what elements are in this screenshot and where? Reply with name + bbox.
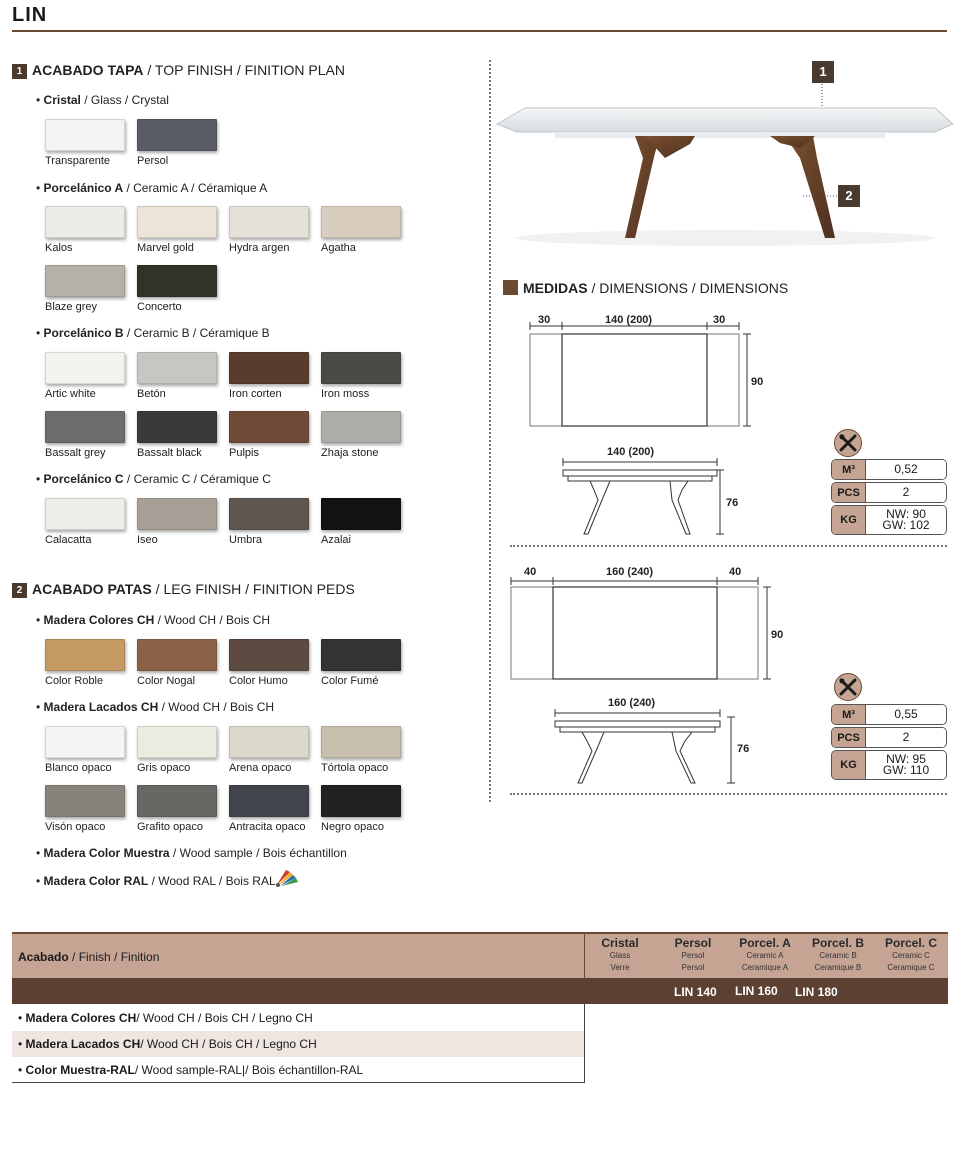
column-label: Porcel. A	[739, 936, 791, 950]
swatch-label: Zhaja stone	[321, 447, 379, 459]
swatch-label: Iron corten	[229, 388, 282, 400]
spec-value: 2	[866, 728, 946, 747]
swatch-hydra-argen	[229, 206, 309, 238]
swatch-label: Bassalt black	[137, 447, 202, 459]
swatch-label: Artic white	[45, 388, 96, 400]
tools-icon	[834, 673, 862, 701]
swatch-gris-opaco	[137, 726, 217, 758]
swatch-zhaja-stone	[321, 411, 401, 443]
swatch-label: Tórtola opaco	[321, 762, 389, 774]
swatch-concerto	[137, 265, 217, 297]
subhead-rest: / Ceramic A / Céramique A	[123, 181, 268, 195]
dim-height: 76	[737, 743, 750, 755]
swatch-kalos	[45, 206, 125, 238]
spec-key: PCS	[832, 728, 866, 747]
swatch-label: Color Roble	[45, 675, 104, 687]
column-label: Ceramic C	[892, 951, 930, 960]
swatch-iron-moss	[321, 352, 401, 384]
subhead-bold: Madera Lacados CH	[43, 700, 159, 714]
dimensions-heading	[503, 280, 788, 296]
swatch-label: Kalos	[45, 242, 73, 254]
swatch-label: Gris opaco	[137, 762, 191, 774]
row-bold: Madera Lacados CH	[25, 1037, 141, 1051]
dim-side-width: 140 (200)	[607, 446, 655, 458]
swatch-label: Arena opaco	[229, 762, 292, 774]
swatch-pulpis	[229, 411, 309, 443]
plan-view-140	[525, 318, 760, 430]
page-title: LIN	[12, 4, 48, 26]
spec-key: PCS	[832, 483, 866, 502]
row-rest: / Wood CH / Bois CH / Legno CH	[140, 1037, 317, 1051]
photo-marker-1: 1	[812, 61, 834, 83]
swatch-negro-opaco	[321, 785, 401, 817]
section-number: 2	[12, 583, 27, 598]
table-title-bold: Acabado	[18, 950, 69, 964]
swatch-blanco-opaco	[45, 726, 125, 758]
spec-key: KG	[832, 751, 866, 779]
spec-volume	[831, 459, 947, 480]
swatch-label: Persol	[137, 155, 169, 167]
spec-nw: NW: 95	[886, 752, 926, 766]
subhead-porcelanico-a: • Porcelánico A / Ceramic A / Céramique A	[36, 181, 268, 195]
spec-key: M³	[832, 705, 866, 724]
ral-fan-icon	[272, 866, 300, 888]
swatch-t-rtola-opaco	[321, 726, 401, 758]
swatch-label: Visón opaco	[45, 821, 106, 833]
column-label: Persol	[681, 963, 705, 972]
section-number: 1	[12, 64, 27, 79]
spec-pieces	[831, 727, 947, 748]
heading-bold: MEDIDAS	[523, 280, 588, 296]
swatch-label: Transparente	[45, 155, 111, 167]
swatch-label: Blaze grey	[45, 301, 97, 313]
row-bold: Madera Colores CH	[25, 1011, 137, 1025]
swatch-label: Grafito opaco	[137, 821, 204, 833]
subhead-rest: / Ceramic B / Céramique B	[123, 326, 270, 340]
swatch-label: Azalai	[321, 534, 351, 546]
subhead-rest: / Glass / Crystal	[80, 93, 169, 107]
heading-bold: ACABADO TAPA	[32, 62, 144, 78]
spec-value: 0,55	[866, 705, 946, 724]
column-label: Glass	[609, 951, 631, 960]
swatch-label: Agatha	[321, 242, 356, 254]
model-lin160: LIN 160	[735, 984, 778, 998]
swatch-artic-white	[45, 352, 125, 384]
column-label: Ceramique C	[887, 963, 935, 972]
swatch-label: Concerto	[137, 301, 182, 313]
dim-main: 140 (200)	[605, 314, 653, 326]
row-bold: Color Muestra-RAL	[25, 1063, 135, 1077]
swatch-color-nogal	[137, 639, 217, 671]
column-label: Verre	[610, 963, 630, 972]
subhead-bold: Madera Color RAL	[43, 874, 149, 888]
model-lin180: LIN 180	[795, 985, 838, 999]
table-column-header	[653, 936, 733, 974]
dim-depth: 90	[771, 629, 784, 641]
swatch-iron-corten	[229, 352, 309, 384]
table-row: • Color Muestra-RAL / Wood sample-RAL|/ Bois échantillon-RAL	[12, 1057, 584, 1083]
swatch-label: Iseo	[137, 534, 158, 546]
dim-ext-left: 30	[538, 314, 551, 326]
dim-ext-right: 40	[729, 566, 742, 578]
spec-nw: NW: 90	[886, 507, 926, 521]
swatch-label: Iron moss	[321, 388, 370, 400]
table-bottom-border	[12, 1082, 585, 1083]
column-label: Ceramique B	[814, 963, 862, 972]
swatch-bassalt-grey	[45, 411, 125, 443]
swatch-blaze-grey	[45, 265, 125, 297]
swatch-calacatta	[45, 498, 125, 530]
column-label: Cristal	[601, 936, 639, 950]
spec-weight	[831, 750, 947, 780]
dim-ext-left: 40	[524, 566, 537, 578]
swatch-label: Blanco opaco	[45, 762, 112, 774]
swatch-grafito-opaco	[137, 785, 217, 817]
spec-weight	[831, 505, 947, 535]
swatch-azalai	[321, 498, 401, 530]
swatch-color-fum-	[321, 639, 401, 671]
plan-view-160	[505, 573, 775, 685]
subhead-madera-lacados: • Madera Lacados CH / Wood CH / Bois CH	[36, 700, 275, 714]
subhead-bold: Porcelánico A	[43, 181, 124, 195]
table-column-header	[580, 936, 660, 974]
finish-table-title	[18, 950, 159, 964]
swatch-label: Hydra argen	[229, 242, 290, 254]
spec-gw: GW: 102	[882, 518, 930, 532]
subhead-porcelanico-c: • Porcelánico C / Ceramic C / Céramique C	[36, 472, 271, 486]
table-row: • Madera Lacados CH / Wood CH / Bois CH / Legno CH	[12, 1031, 584, 1057]
leg-finish-heading	[12, 581, 355, 598]
dim-height: 76	[726, 497, 739, 509]
table-right-border	[584, 1004, 585, 1083]
subhead-bold: Cristal	[43, 93, 81, 107]
swatch-transparente	[45, 119, 125, 151]
dim-side-width: 160 (240)	[608, 697, 656, 709]
swatch-persol	[137, 119, 217, 151]
swatch-arena-opaco	[229, 726, 309, 758]
heading-bold: ACABADO PATAS	[32, 581, 152, 597]
subhead-rest: / Wood CH / Bois CH	[158, 700, 275, 714]
swatch-label: Pulpis	[229, 447, 259, 459]
swatch-label: Bassalt grey	[45, 447, 106, 459]
column-label: Porcel. B	[811, 936, 865, 950]
tools-icon	[834, 429, 862, 457]
swatch-label: Antracita opaco	[229, 821, 306, 833]
spec-value: 0,52	[866, 460, 946, 479]
vertical-divider	[489, 60, 491, 802]
swatch-vis-n-opaco	[45, 785, 125, 817]
swatch-label: Betón	[137, 388, 166, 400]
table-column-header	[798, 936, 878, 974]
swatch-antracita-opaco	[229, 785, 309, 817]
side-view-140	[560, 458, 730, 538]
row-rest: / Wood sample-RAL|/ Bois échantillon-RAL	[134, 1063, 364, 1077]
subhead-bold: Porcelánico B	[43, 326, 124, 340]
photo-marker-2: 2	[838, 185, 860, 207]
column-label: Ceramique A	[741, 963, 789, 972]
swatch-label: Color Nogal	[137, 675, 196, 687]
spec-key: KG	[832, 506, 866, 534]
swatch-label: Umbra	[229, 534, 263, 546]
dim-depth: 90	[751, 376, 764, 388]
swatch-umbra	[229, 498, 309, 530]
row-rest: / Wood CH / Bois CH / Legno CH	[136, 1011, 313, 1025]
heading-rest: / LEG FINISH / FINITION PEDS	[151, 581, 355, 597]
spec-pieces	[831, 482, 947, 503]
heading-marker	[503, 280, 518, 295]
title-divider	[12, 30, 947, 32]
swatch-bet-n	[137, 352, 217, 384]
swatch-marvel-gold	[137, 206, 217, 238]
subhead-madera-colores: • Madera Colores CH / Wood CH / Bois CH	[36, 613, 271, 627]
subhead-rest: / Ceramic C / Céramique C	[123, 472, 271, 486]
table-column-header	[871, 936, 951, 974]
spec-value	[866, 751, 946, 779]
divider-dots	[510, 793, 947, 795]
table-row: • Madera Colores CH / Wood CH / Bois CH / Legno CH	[12, 1005, 584, 1031]
swatch-label: Color Humo	[229, 675, 288, 687]
product-photo	[495, 58, 957, 258]
swatch-iseo	[137, 498, 217, 530]
column-label: Ceramic B	[819, 951, 857, 960]
swatch-color-roble	[45, 639, 125, 671]
swatch-label: Negro opaco	[321, 821, 384, 833]
swatch-color-humo	[229, 639, 309, 671]
dim-ext-right: 30	[713, 314, 726, 326]
model-lin140: LIN 140	[674, 985, 717, 999]
swatch-label: Color Fumé	[321, 675, 379, 687]
column-label: Persol	[674, 936, 712, 950]
swatch-label: Calacatta	[45, 534, 92, 546]
column-label: Ceramic A	[746, 951, 784, 960]
subhead-bold: Madera Colores CH	[43, 613, 155, 627]
subhead-rest: / Wood RAL / Bois RAL	[148, 874, 276, 888]
subhead-madera-ral: • Madera Color RAL / Wood RAL / Bois RAL	[36, 874, 276, 888]
heading-rest: / DIMENSIONS / DIMENSIONS	[587, 280, 789, 296]
spec-gw: GW: 110	[882, 763, 930, 777]
top-finish-heading	[12, 62, 345, 79]
subhead-madera-muestra: • Madera Color Muestra / Wood sample / Bois échantillon	[36, 846, 347, 860]
spec-value	[866, 506, 946, 534]
swatch-bassalt-black	[137, 411, 217, 443]
subhead-cristal: • Cristal / Glass / Crystal	[36, 93, 169, 107]
spec-volume	[831, 704, 947, 725]
subhead-bold: Madera Color Muestra	[43, 846, 170, 860]
swatch-agatha	[321, 206, 401, 238]
column-label: Persol	[681, 951, 705, 960]
subhead-rest: / Wood sample / Bois échantillon	[169, 846, 347, 860]
swatch-label: Marvel gold	[137, 242, 194, 254]
subhead-rest: / Wood CH / Bois CH	[154, 613, 271, 627]
column-label: Porcel. C	[884, 936, 938, 950]
dim-main: 160 (240)	[606, 566, 654, 578]
subhead-bold: Porcelánico C	[43, 472, 124, 486]
spec-key: M³	[832, 460, 866, 479]
side-view-160	[550, 709, 740, 787]
table-column-header	[725, 936, 805, 974]
divider-dots	[510, 545, 947, 547]
spec-value: 2	[866, 483, 946, 502]
subhead-porcelanico-b: • Porcelánico B / Ceramic B / Céramique B	[36, 326, 270, 340]
heading-rest: / TOP FINISH / FINITION PLAN	[143, 62, 345, 78]
table-title-rest: / Finish / Finition	[68, 950, 160, 964]
